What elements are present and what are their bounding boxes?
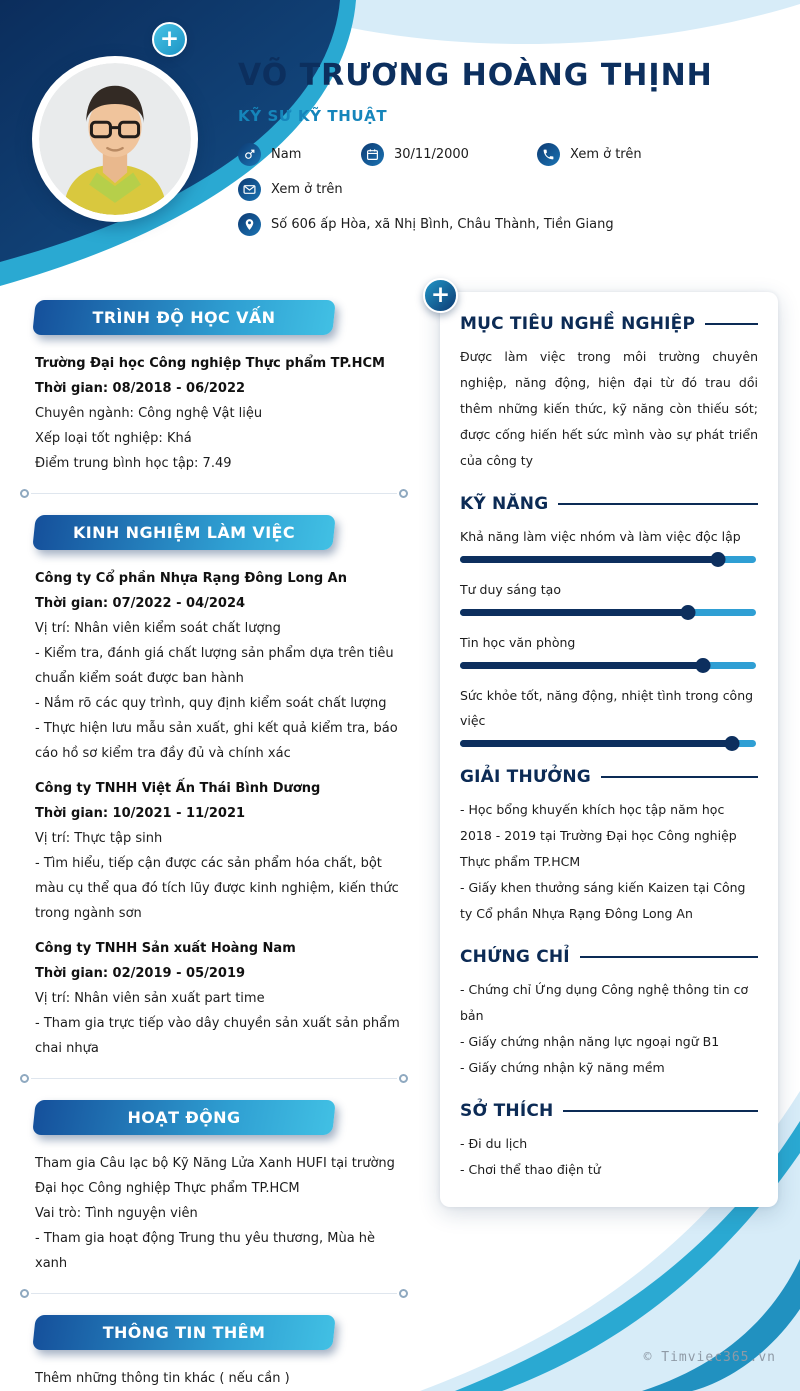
calendar-icon <box>361 143 384 166</box>
skill-bar-fill <box>460 662 703 669</box>
gender-icon <box>238 143 261 166</box>
skill-bar-fill <box>460 740 732 747</box>
education-line: Chuyên ngành: Công nghệ Vật liệu <box>35 406 263 421</box>
job-line: Vị trí: Thực tập sinh <box>35 831 163 846</box>
activity-line: Tham gia Câu lạc bộ Kỹ Năng Lửa Xanh HUFI tại trường Đại học Công nghiệp Thực phẩm TP.HCM <box>35 1156 395 1196</box>
gender-value: Nam <box>271 147 302 162</box>
header <box>238 58 778 248</box>
job-line: - Tìm hiểu, tiếp cận được các sản phẩm hóa chất, bột màu cụ thể qua đó tích lũy được kinh nghiệm, kiến thức trong ngành sơn <box>35 856 399 921</box>
education-line: Xếp loại tốt nghiệp: Khá <box>35 431 192 446</box>
section-heading-label: HOẠT ĐỘNG <box>127 1108 241 1127</box>
section-header-education <box>32 300 336 335</box>
section-header-activities <box>32 1100 336 1135</box>
job-entry <box>35 936 404 1061</box>
activities-content <box>20 1151 408 1276</box>
skill-bar <box>460 740 756 747</box>
job-time: Thời gian: 07/2022 - 04/2024 <box>35 596 246 611</box>
section-heading-label: TRÌNH ĐỘ HỌC VẤN <box>92 308 276 327</box>
job-line: - Tham gia trực tiếp vào dây chuyền sản xuất sản phẩm chai nhựa <box>35 1016 400 1056</box>
certificates-heading: CHỨNG CHỈ <box>460 947 758 967</box>
divider-line <box>31 1293 397 1294</box>
divider-dot <box>20 489 29 498</box>
skill-slider-knob[interactable] <box>680 605 695 620</box>
skill-label: Khả năng làm việc nhóm và làm việc độc lập <box>460 529 741 544</box>
awards-list <box>460 797 758 927</box>
divider-dot <box>399 1074 408 1083</box>
activity-line: - Tham gia hoạt động Trung thu yêu thương, Mùa hè xanh <box>35 1231 376 1271</box>
skills-heading: KỸ NĂNG <box>460 494 758 514</box>
certificate-line: - Giấy chứng nhận năng lực ngoại ngữ B1 <box>460 1034 720 1049</box>
section-experience <box>20 515 408 1061</box>
skill-slider-knob[interactable] <box>725 736 740 751</box>
section-header-experience <box>32 515 336 550</box>
awards-heading: GIẢI THƯỞNG <box>460 767 758 787</box>
job-line: - Nắm rõ các quy trình, quy định kiểm soát chất lượng <box>35 696 387 711</box>
hobbies-heading: SỞ THÍCH <box>460 1101 758 1121</box>
section-divider <box>20 1289 408 1298</box>
divider-dot <box>20 1289 29 1298</box>
job-time: Thời gian: 10/2021 - 11/2021 <box>35 806 246 821</box>
contact-info <box>238 143 778 236</box>
divider-line <box>31 493 397 494</box>
divider-line <box>31 1078 397 1079</box>
award-line: - Học bổng khuyến khích học tập năm học 2018 - 2019 tại Trường Đại học Công nghiệp Thực phẩm TP.HCM <box>460 802 737 869</box>
hobbies-list <box>460 1131 758 1183</box>
right-card <box>440 292 778 1207</box>
contact-address <box>238 213 614 236</box>
skills-list <box>460 524 758 747</box>
job-line: Vị trí: Nhân viên sản xuất part time <box>35 991 265 1006</box>
mail-icon <box>238 178 261 201</box>
contact-email <box>238 178 343 201</box>
skill-item <box>460 630 758 669</box>
skill-bar-fill <box>460 609 688 616</box>
job-line: - Kiểm tra, đánh giá chất lượng sản phẩm dựa trên tiêu chuẩn kiểm soát được ban hành <box>35 646 394 686</box>
add-section-plus-icon[interactable]: + <box>423 278 458 313</box>
job-line: - Thực hiện lưu mẫu sản xuất, ghi kết quả kiểm tra, báo cáo hồ sơ kiểm tra đầy đủ và chính xác <box>35 721 398 761</box>
candidate-job-title: KỸ SƯ KỸ THUẬT <box>238 107 388 125</box>
education-content <box>20 351 408 476</box>
experience-content <box>20 566 408 1061</box>
skill-label: Tin học văn phòng <box>460 635 576 650</box>
job-time: Thời gian: 02/2019 - 05/2019 <box>35 966 246 981</box>
skill-bar-fill <box>460 556 718 563</box>
skill-label: Sức khỏe tốt, năng động, nhiệt tình trong công việc <box>460 688 754 728</box>
certificate-line: - Chứng chỉ Ứng dụng Công nghệ thông tin cơ bản <box>460 982 749 1023</box>
contact-birthday <box>361 143 537 166</box>
contact-gender <box>238 143 361 166</box>
award-line: - Giấy khen thưởng sáng kiến Kaizen tại Công ty Cổ phần Nhựa Rạng Đông Long An <box>460 880 746 921</box>
skill-bar <box>460 556 756 563</box>
job-line: Vị trí: Nhân viên kiểm soát chất lượng <box>35 621 281 636</box>
section-heading-label: KINH NGHIỆM LÀM VIỆC <box>72 523 296 542</box>
education-time: Thời gian: 08/2018 - 06/2022 <box>35 381 246 396</box>
site-watermark: © Timviec365.vn <box>643 1350 776 1365</box>
add-photo-plus-icon[interactable]: + <box>152 22 187 57</box>
divider-dot <box>20 1074 29 1083</box>
education-line: Điểm trung bình học tập: 7.49 <box>35 456 232 471</box>
phone-value: Xem ở trên <box>570 147 642 162</box>
contact-row <box>238 213 778 236</box>
contact-row <box>238 143 778 166</box>
job-company: Công ty TNHH Việt Ấn Thái Bình Dương <box>35 781 321 796</box>
skill-slider-knob[interactable] <box>695 658 710 673</box>
section-additional-info <box>20 1315 408 1391</box>
certificate-line: - Giấy chứng nhận kỹ năng mềm <box>460 1060 665 1075</box>
hobby-line: - Đi du lịch <box>460 1136 528 1151</box>
skill-item <box>460 577 758 616</box>
skill-bar <box>460 662 756 669</box>
hobby-line: - Chơi thể thao điện tử <box>460 1162 601 1177</box>
additional-info-content <box>20 1366 408 1391</box>
skill-label: Tư duy sáng tạo <box>460 582 561 597</box>
contact-row <box>238 178 778 201</box>
divider-dot <box>399 1289 408 1298</box>
email-value: Xem ở trên <box>271 182 343 197</box>
additional-info-line: Thêm những thông tin khác ( nếu cần ) <box>35 1371 290 1386</box>
skill-item <box>460 683 758 747</box>
contact-phone <box>537 143 642 166</box>
objective-text: Được làm việc trong môi trường chuyên nghiệp, năng động, hiện đại từ đó trau dồi thêm những kiến thức, kỹ năng còn thiếu sót; được cống hiến hết sức mình vào sự phát triển của công ty <box>460 349 758 468</box>
left-column <box>20 300 408 1391</box>
avatar <box>32 56 198 222</box>
candidate-name: VÕ TRƯƠNG HOÀNG THỊNH <box>238 58 713 93</box>
activity-line: Vai trò: Tình nguyện viên <box>35 1206 198 1221</box>
birthday-value: 30/11/2000 <box>394 147 469 162</box>
section-heading-label: THÔNG TIN THÊM <box>102 1323 266 1342</box>
job-entry <box>35 566 404 766</box>
divider-dot <box>399 489 408 498</box>
skill-slider-knob[interactable] <box>710 552 725 567</box>
phone-icon <box>537 143 560 166</box>
address-value: Số 606 ấp Hòa, xã Nhị Bình, Châu Thành, Tiền Giang <box>271 217 614 232</box>
section-header-additional-info <box>32 1315 336 1350</box>
certificates-list <box>460 977 758 1081</box>
job-company: Công ty TNHH Sản xuất Hoàng Nam <box>35 941 296 956</box>
section-education <box>20 300 408 476</box>
location-pin-icon <box>238 213 261 236</box>
job-entry <box>35 776 404 926</box>
skill-bar <box>460 609 756 616</box>
section-activities <box>20 1100 408 1276</box>
section-divider <box>20 1074 408 1083</box>
section-divider <box>20 489 408 498</box>
objective-heading: MỤC TIÊU NGHỀ NGHIỆP <box>460 314 758 334</box>
skill-item <box>460 524 758 563</box>
education-school: Trường Đại học Công nghiệp Thực phẩm TP.HCM <box>35 356 385 371</box>
job-company: Công ty Cổ phần Nhựa Rạng Đông Long An <box>35 571 347 586</box>
